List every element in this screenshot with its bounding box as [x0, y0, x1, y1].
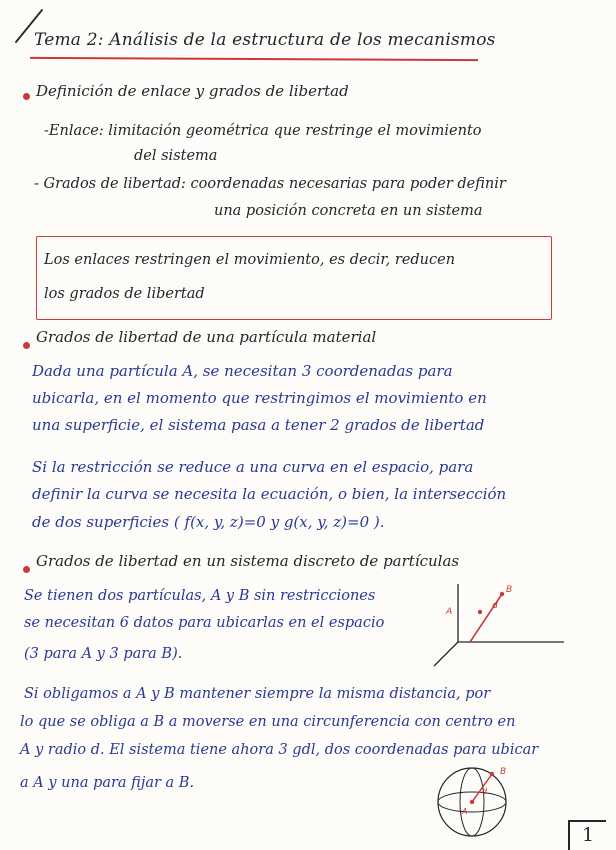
grados-definition-line-1: - Grados de libertad: coordenadas necesarias para poder definir: [34, 176, 506, 192]
diagram2-label-a: A: [462, 807, 468, 816]
sistema-text-line-3: (3 para A y 3 para B).: [24, 646, 183, 662]
axes-particles-diagram: [424, 580, 572, 670]
bullet-dot: [23, 566, 30, 573]
section-heading-sistema-discreto: Grados de libertad en un sistema discreto de partículas: [36, 552, 460, 570]
grados-definition-line-2: una posición concreta en un sistema: [214, 203, 483, 219]
section-heading-definicion: Definición de enlace y grados de libertad: [36, 82, 349, 100]
particula-text-line-3: una superficie, el sistema pasa a tener 2 grados de libertad: [32, 416, 485, 434]
distancia-text-line-1: Si obligamos a A y B mantener siempre la misma distancia, por: [24, 686, 491, 702]
distancia-text-line-3: A y radio d. El sistema tiene ahora 3 gdl, dos coordenadas para ubicar: [20, 742, 539, 758]
curva-text-line-1: Si la restricción se reduce a una curva en el espacio, para: [32, 458, 474, 476]
sistema-text-line-1: Se tienen dos partículas, A y B sin restricciones: [24, 588, 376, 604]
page-number-box: [568, 820, 606, 850]
diagram1-label-b: B: [506, 585, 513, 595]
section-heading-particula: Grados de libertad de una partícula material: [36, 328, 377, 346]
key-idea-box: [36, 236, 552, 320]
page-number: 1: [582, 824, 595, 846]
diagram2-label-d: d: [482, 787, 488, 796]
page-title: Tema 2: Análisis de la estructura de los mecanismos: [34, 30, 496, 50]
diagram1-label-a: A: [446, 607, 453, 617]
key-idea-line-1: Los enlaces restringen el movimiento, es decir, reducen: [44, 252, 456, 268]
key-idea-line-2: los grados de libertad: [44, 286, 205, 302]
distancia-text-line-2: lo que se obliga a B a moverse en una circunferencia con centro en: [20, 714, 516, 730]
curva-text-line-2: definir la curva se necesita la ecuación, o bien, la intersección: [32, 485, 507, 503]
bullet-dot: [23, 93, 30, 100]
diagram2-label-b: B: [500, 767, 507, 777]
title-underline: [30, 57, 478, 61]
enlace-definition-line-2: del sistema: [134, 148, 218, 164]
sphere-radius-diagram: [424, 760, 526, 842]
particula-text-line-2: ubicarla, en el momento que restringimos el movimiento en: [32, 389, 487, 407]
curva-text-line-3: de dos superficies ( f(x, y, z)=0 y g(x, y, z)=0 ).: [32, 513, 385, 531]
distancia-text-line-4: a A y una para fijar a B.: [20, 775, 195, 791]
enlace-definition-line-1: -Enlace: limitación geométrica que restringe el movimiento: [44, 123, 482, 139]
particula-text-line-1: Dada una partícula A, se necesitan 3 coordenadas para: [32, 362, 453, 380]
sistema-text-line-2: se necesitan 6 datos para ubicarlas en el espacio: [24, 615, 385, 631]
diagram1-label-d: d: [492, 601, 498, 611]
bullet-dot: [23, 342, 30, 349]
